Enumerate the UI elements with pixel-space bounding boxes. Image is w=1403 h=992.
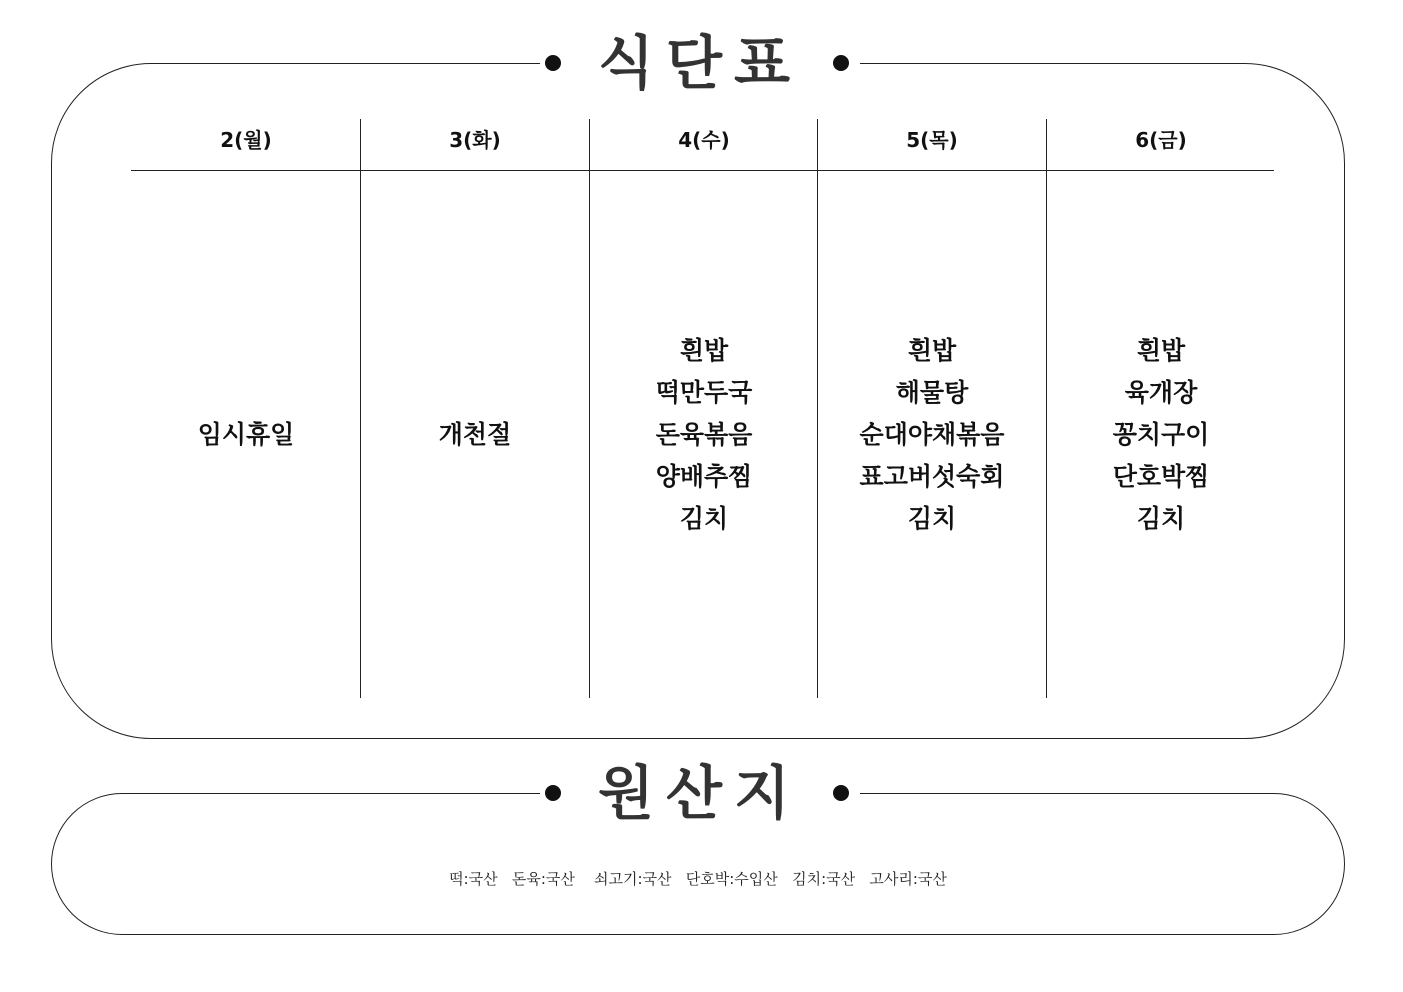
day-menu-wed: [590, 171, 818, 698]
menu-title-band: [540, 28, 860, 98]
dish-item: 흰밥: [1136, 335, 1186, 365]
day-header-tue: 3(화): [449, 128, 501, 152]
dish-item: 임시휴일: [197, 419, 295, 449]
dish-item: 해물탕: [895, 377, 969, 407]
dish-item: 떡만두국: [655, 377, 753, 407]
dish-item: 돈육볶음: [655, 419, 753, 449]
menu-title: 식단표: [597, 29, 803, 97]
day-header-thu: 5(목): [906, 128, 958, 152]
dish-item: 꽁치구이: [1112, 419, 1210, 449]
dish-item: 육개장: [1124, 377, 1198, 407]
origin-list: 떡:국산 돈육:국산 쇠고기:국산 단호박:수입산 김치:국산 고사리:국산: [449, 870, 947, 888]
dish-item: 흰밥: [907, 335, 957, 365]
dish-item: 순대야채볶음: [859, 419, 1005, 449]
dish-item: 표고버섯숙회: [859, 461, 1005, 491]
dish-item: 김치: [907, 503, 957, 533]
origin-title: 원산지: [597, 759, 803, 827]
day-header-fri: 6(금): [1135, 128, 1187, 152]
dish-item: 양배추찜: [655, 461, 753, 491]
dish-item: 김치: [679, 503, 729, 533]
dish-item: 개천절: [438, 419, 512, 449]
title-right-dot: [833, 55, 849, 71]
dish-item: 김치: [1136, 503, 1186, 533]
day-menu-mon: [132, 171, 360, 698]
day-header-mon: 2(월): [220, 128, 272, 152]
day-menu-fri: [1047, 171, 1275, 698]
day-menu-tue: [361, 171, 589, 698]
title-right-dot: [833, 785, 849, 801]
day-header-wed: 4(수): [678, 128, 730, 152]
dish-item: 흰밥: [679, 335, 729, 365]
dish-item: 단호박찜: [1112, 461, 1210, 491]
day-menu-thu: [818, 171, 1046, 698]
origin-title-band: [540, 758, 860, 828]
